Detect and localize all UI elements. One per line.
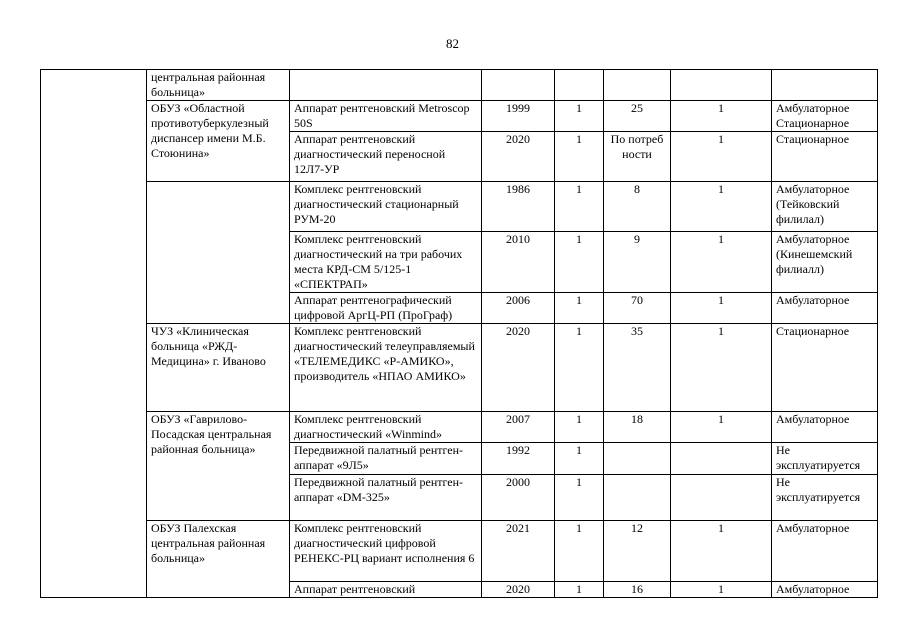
count-cell: 1 bbox=[555, 521, 604, 582]
shift-cell bbox=[671, 70, 772, 101]
device-cell: Аппарат рентгенографический цифровой АргЦ-РП (ПроГраф) bbox=[290, 293, 482, 324]
shift-cell: 1 bbox=[671, 521, 772, 582]
mode-cell: Амбулаторное bbox=[772, 521, 878, 582]
device-cell: Комплекс рентгеновский диагностический стационарный РУМ-20 bbox=[290, 182, 482, 232]
shift-cell: 1 bbox=[671, 232, 772, 293]
device-cell: Комплекс рентгеновский диагностический на три рабочих места КРД-СМ 5/125-1 «СПЕКТРАП» bbox=[290, 232, 482, 293]
mode-cell: Стационарное bbox=[772, 324, 878, 412]
count-cell: 1 bbox=[555, 582, 604, 598]
year-cell: 2020 bbox=[482, 582, 555, 598]
shift-cell: 1 bbox=[671, 101, 772, 132]
mode-cell: Амбулаторное Стационарное bbox=[772, 101, 878, 132]
shift-cell: 1 bbox=[671, 182, 772, 232]
table-row bbox=[41, 182, 878, 232]
page-number: 82 bbox=[446, 36, 459, 51]
mode-cell: Амбулаторное bbox=[772, 582, 878, 598]
mode-cell: Не эксплуатируется bbox=[772, 475, 878, 521]
year-cell: 2000 bbox=[482, 475, 555, 521]
year-cell: 2006 bbox=[482, 293, 555, 324]
table-row bbox=[41, 101, 878, 132]
count-cell bbox=[555, 70, 604, 101]
load-cell bbox=[604, 70, 671, 101]
count-cell: 1 bbox=[555, 412, 604, 443]
year-cell: 2020 bbox=[482, 324, 555, 412]
mode-cell: Стационарное bbox=[772, 132, 878, 182]
year-cell: 1999 bbox=[482, 101, 555, 132]
institution-cell: ОБУЗ «Гаврилово-Посадская центральная районная больница» bbox=[147, 412, 290, 521]
shift-cell: 1 bbox=[671, 582, 772, 598]
mode-cell: Амбулаторное (Тейковский филилал) bbox=[772, 182, 878, 232]
year-cell: 2021 bbox=[482, 521, 555, 582]
count-cell: 1 bbox=[555, 132, 604, 182]
device-cell: Комплекс рентгеновский диагностический телеуправляемый «ТЕЛЕМЕДИКС «Р-АМИКО», производитель «НПАО АМИКО» bbox=[290, 324, 482, 412]
institution-cell: ОБУЗ «Областной противотуберкулезный диспансер имени М.Б. Стоюнина» bbox=[147, 101, 290, 182]
load-cell: По потреб ности bbox=[604, 132, 671, 182]
shift-cell bbox=[671, 475, 772, 521]
load-cell: 18 bbox=[604, 412, 671, 443]
institution-cell: ЧУЗ «Клиническая больница «РЖД-Медицина» г. Иваново bbox=[147, 324, 290, 412]
mode-cell: Не эксплуатируется bbox=[772, 443, 878, 475]
device-cell bbox=[290, 70, 482, 101]
device-cell: Комплекс рентгеновский диагностический цифровой РЕНЕКС-РЦ вариант исполнения 6 bbox=[290, 521, 482, 582]
institution-cell: центральная районная больница» bbox=[147, 70, 290, 101]
device-cell: Аппарат рентгеновский диагностический переносной 12Л7-УР bbox=[290, 132, 482, 182]
shift-cell bbox=[671, 443, 772, 475]
year-cell: 1986 bbox=[482, 182, 555, 232]
count-cell: 1 bbox=[555, 182, 604, 232]
mode-cell bbox=[772, 70, 878, 101]
load-cell: 12 bbox=[604, 521, 671, 582]
load-cell: 25 bbox=[604, 101, 671, 132]
mode-cell: Амбулаторное bbox=[772, 293, 878, 324]
load-cell bbox=[604, 443, 671, 475]
institution-cell bbox=[147, 182, 290, 324]
count-cell: 1 bbox=[555, 232, 604, 293]
count-cell: 1 bbox=[555, 443, 604, 475]
year-cell: 2007 bbox=[482, 412, 555, 443]
count-cell: 1 bbox=[555, 475, 604, 521]
table-row bbox=[41, 412, 878, 443]
device-cell: Аппарат рентгеновский bbox=[290, 582, 482, 598]
device-cell: Передвижной палатный рентген-аппарат «DM-325» bbox=[290, 475, 482, 521]
mode-cell: Амбулаторное bbox=[772, 412, 878, 443]
load-cell: 16 bbox=[604, 582, 671, 598]
year-cell: 2010 bbox=[482, 232, 555, 293]
table-row bbox=[41, 70, 878, 101]
equipment-table bbox=[40, 69, 878, 598]
institution-cell: ОБУЗ Палехская центральная районная больница» bbox=[147, 521, 290, 598]
device-cell: Аппарат рентгеновский Metroscop 50S bbox=[290, 101, 482, 132]
year-cell: 2020 bbox=[482, 132, 555, 182]
count-cell: 1 bbox=[555, 101, 604, 132]
shift-cell: 1 bbox=[671, 132, 772, 182]
mode-cell: Амбулаторное (Кинешемский филиалл) bbox=[772, 232, 878, 293]
count-cell: 1 bbox=[555, 293, 604, 324]
count-cell: 1 bbox=[555, 324, 604, 412]
load-cell: 35 bbox=[604, 324, 671, 412]
year-cell: 1992 bbox=[482, 443, 555, 475]
load-cell: 8 bbox=[604, 182, 671, 232]
load-cell bbox=[604, 475, 671, 521]
load-cell: 70 bbox=[604, 293, 671, 324]
shift-cell: 1 bbox=[671, 293, 772, 324]
shift-cell: 1 bbox=[671, 324, 772, 412]
table-row bbox=[41, 324, 878, 412]
load-cell: 9 bbox=[604, 232, 671, 293]
shift-cell: 1 bbox=[671, 412, 772, 443]
device-cell: Передвижной палатный рентген-аппарат «9Л5» bbox=[290, 443, 482, 475]
device-cell: Комплекс рентгеновский диагностический «Winmind» bbox=[290, 412, 482, 443]
number-cell bbox=[41, 70, 147, 598]
table-row bbox=[41, 521, 878, 582]
year-cell bbox=[482, 70, 555, 101]
